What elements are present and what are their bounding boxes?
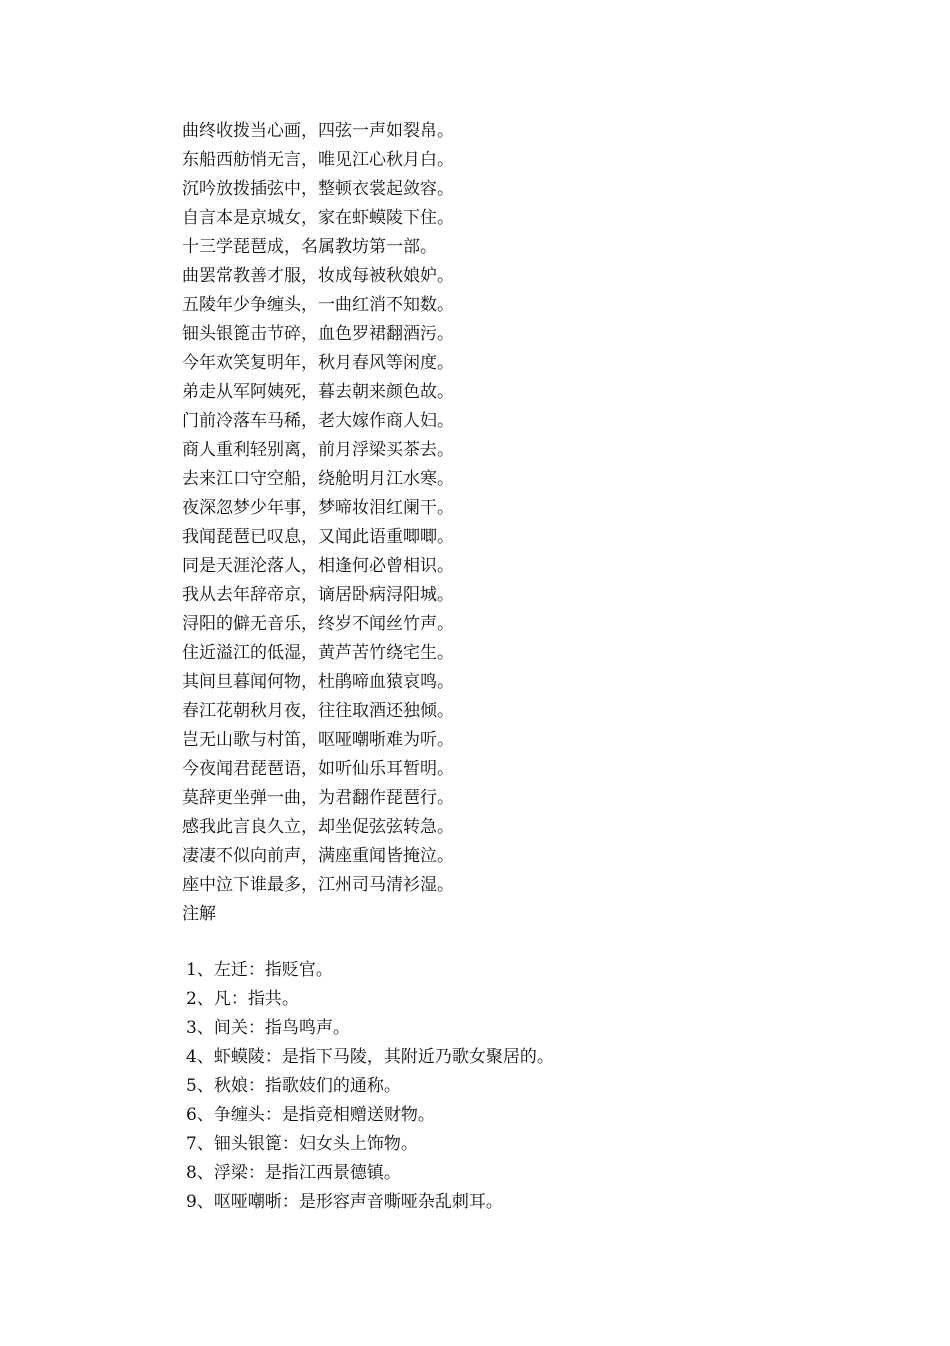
note-item: 6、争缠头：是指竞相赠送财物。 bbox=[186, 1105, 435, 1125]
poem-line: 感我此言良久立，却坐促弦弦转急。 bbox=[182, 817, 454, 837]
poem-line: 夜深忽梦少年事，梦啼妆泪红阑干。 bbox=[182, 498, 454, 518]
poem-line: 春江花朝秋月夜，往往取酒还独倾。 bbox=[182, 701, 454, 721]
poem-line: 五陵年少争缠头，一曲红消不知数。 bbox=[182, 295, 454, 315]
poem-line: 钿头银篦击节碎，血色罗裙翻酒污。 bbox=[182, 324, 454, 344]
note-item: 7、钿头银篦：妇女头上饰物。 bbox=[186, 1134, 418, 1154]
note-item: 1、左迁：指贬官。 bbox=[186, 960, 333, 980]
note-item: 8、浮梁：是指江西景德镇。 bbox=[186, 1163, 401, 1183]
notes-list bbox=[182, 956, 902, 1217]
note-item: 4、虾蟆陵：是指下马陵，其附近乃歌女聚居的。 bbox=[186, 1047, 554, 1067]
poem-line: 同是天涯沦落人，相逢何必曾相识。 bbox=[182, 556, 454, 576]
poem-line: 自言本是京城女，家在虾蟆陵下住。 bbox=[182, 208, 454, 228]
note-item: 9、呕哑嘲哳：是形容声音嘶哑杂乱刺耳。 bbox=[186, 1192, 503, 1212]
poem-line: 岂无山歌与村笛，呕哑嘲哳难为听。 bbox=[182, 730, 454, 750]
poem-line: 住近溢江的低湿，黄芦苦竹绕宅生。 bbox=[182, 643, 454, 663]
poem-line: 东船西舫悄无言，唯见江心秋月白。 bbox=[182, 150, 454, 170]
poem-line: 凄凄不似向前声，满座重闻皆掩泣。 bbox=[182, 846, 454, 866]
poem-line: 沉吟放拨插弦中，整顿衣裳起敛容。 bbox=[182, 179, 454, 199]
poem-line: 去来江口守空船，绕舱明月江水寒。 bbox=[182, 469, 454, 489]
poem-line: 曲罢常教善才服，妆成每被秋娘妒。 bbox=[182, 266, 454, 286]
note-item: 3、间关：指鸟鸣声。 bbox=[186, 1018, 350, 1038]
document-page bbox=[182, 117, 902, 1217]
poem-line: 今年欢笑复明年，秋月春风等闲度。 bbox=[182, 353, 454, 373]
note-item: 5、秋娘：指歌妓们的通称。 bbox=[186, 1076, 401, 1096]
poem-line: 其间旦暮闻何物，杜鹃啼血猿哀鸣。 bbox=[182, 672, 454, 692]
poem-line: 门前冷落车马稀，老大嫁作商人妇。 bbox=[182, 411, 454, 431]
notes-heading: 注解 bbox=[182, 904, 216, 924]
poem-line: 座中泣下谁最多，江州司马清衫湿。 bbox=[182, 875, 454, 895]
poem-line: 十三学琵琶成，名属教坊第一部。 bbox=[182, 237, 437, 257]
poem-line: 曲终收拨当心画，四弦一声如裂帛。 bbox=[182, 121, 454, 141]
poem-line: 莫辞更坐弹一曲，为君翻作琵琶行。 bbox=[182, 788, 454, 808]
poem-body bbox=[182, 117, 902, 900]
poem-line: 弟走从军阿姨死，暮去朝来颜色故。 bbox=[182, 382, 454, 402]
poem-line: 浔阳的僻无音乐，终岁不闻丝竹声。 bbox=[182, 614, 454, 634]
poem-line: 今夜闻君琵琶语，如听仙乐耳暂明。 bbox=[182, 759, 454, 779]
poem-line: 商人重利轻别离，前月浮梁买茶去。 bbox=[182, 440, 454, 460]
poem-line: 我闻琵琶已叹息，又闻此语重唧唧。 bbox=[182, 527, 454, 547]
note-item: 2、凡：指共。 bbox=[186, 989, 299, 1009]
poem-line: 我从去年辞帝京，谪居卧病浔阳城。 bbox=[182, 585, 454, 605]
